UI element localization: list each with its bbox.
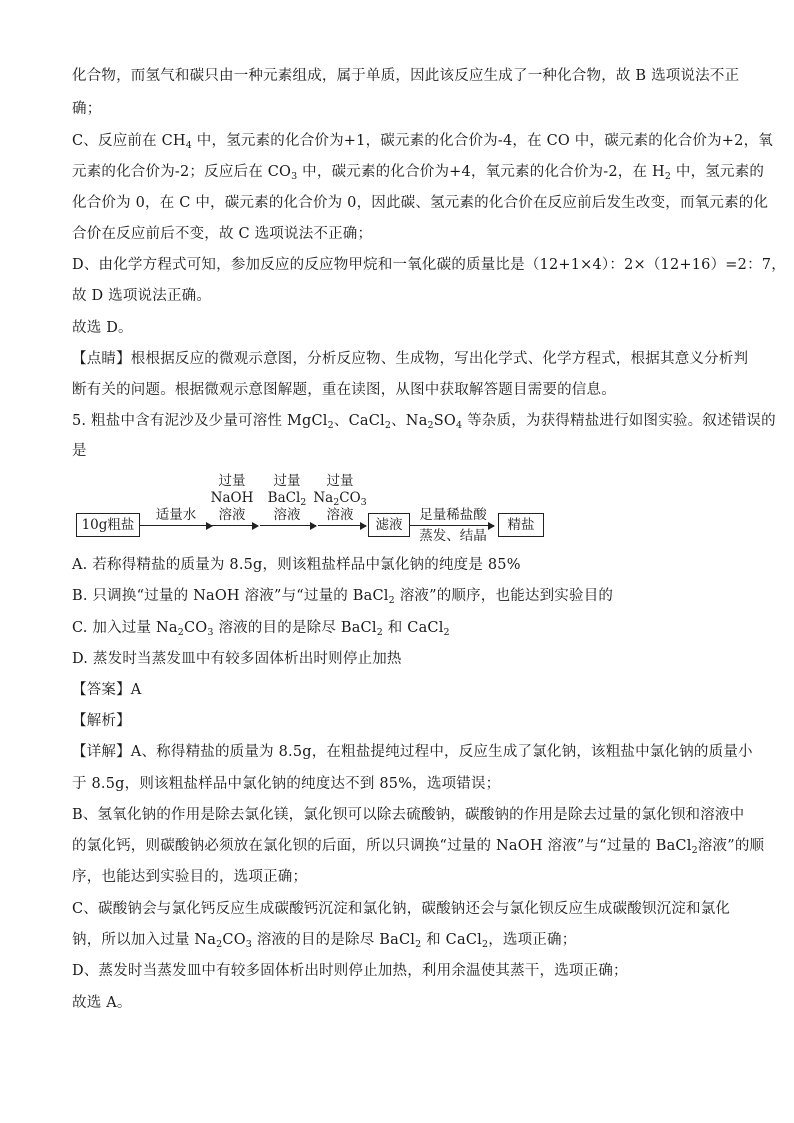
text-span: 和 CaCl: [382, 620, 444, 636]
text-span: 溶液的目的是除尽 BaCl: [213, 620, 377, 636]
text-span: C、反应前在 CH: [72, 133, 186, 149]
text-line: 于 8.5g，则该粗盐样品中氯化钠的纯度达不到 85%，选项错误；: [72, 776, 501, 792]
step-acid-label: 足量稀盐酸: [419, 507, 487, 523]
option-b: [72, 586, 722, 606]
subscript: 3: [291, 171, 298, 182]
text-span: 、Na: [391, 413, 428, 429]
option-d: D. 蒸发时当蒸发皿中有较多固体析出时则停止加热: [72, 651, 402, 667]
step-water-label: 适量水: [155, 507, 197, 523]
text-span: 溶液”的顺序，也能达到实验目的: [394, 588, 614, 604]
text-span: CO: [222, 932, 246, 948]
text-line: [72, 131, 773, 151]
text-line: 【详解】A、称得精盐的质量为 8.5g，在粗盐提纯过程中，反应生成了氯化钠，该粗盐中氯化钠的质量小: [72, 744, 753, 760]
subscript: 2: [384, 420, 392, 431]
text-line: 故选 D。: [72, 320, 133, 336]
reagent-label: 溶液: [326, 507, 354, 523]
crude-salt-box: 10g粗盐: [76, 513, 140, 537]
subscript: 2: [333, 497, 340, 508]
tip-section: 【点睛】根根据反应的微观示意图，分析反应物、生成物，写出化学式、化学方程式，根据其意义分析判: [72, 351, 749, 367]
reagent-label: [257, 490, 317, 506]
text-span: 中，碳元素的化合价为+4，氧元素的化合价为-2，在 H: [297, 164, 665, 180]
text-span: CO: [184, 620, 208, 636]
text-span: 中，氢元素的: [671, 164, 765, 180]
arrow: [318, 525, 366, 526]
subscript: 2: [388, 595, 395, 606]
reagent-label: 过量: [273, 473, 301, 489]
text-span: Na: [313, 490, 334, 506]
text-line: 故 D 选项说法正确。: [72, 288, 212, 304]
option-c: [72, 618, 722, 638]
text-span: 的氯化钙，则碳酸钠必须放在氯化钡的后面，所以只调换“过量的 NaOH 溶液”与“过量的 BaCl: [72, 838, 692, 854]
text-line: 故选 A。: [72, 995, 132, 1011]
subscript: 4: [456, 420, 463, 431]
text-span: 5. 粗盐中含有泥沙及少量可溶性 MgCl: [72, 413, 328, 429]
text-span: CO: [339, 490, 361, 506]
subscript: 2: [664, 171, 672, 182]
reagent-label: 过量: [326, 473, 354, 489]
text-line: 化合价为 0，在 C 中，碳元素的化合价为 0，因此碳、氢元素的化合价在反应前后发生改变，而氧元素的化: [72, 195, 769, 211]
text-span: 元素的化合价为-2；反应后在 CO: [72, 164, 292, 180]
step-evaporate-label: 蒸发、结晶: [419, 528, 487, 544]
text-line: B、氢氧化钠的作用是除去氯化镁，氯化钡可以除去硫酸钠，碳酸钠的作用是除去过量的氯化钡和溶液中: [72, 807, 745, 823]
text-line: 断有关的问题。根据微观示意图解题，重在读图，从图中获取解答题目需要的信息。: [72, 382, 616, 398]
subscript: 3: [245, 939, 253, 950]
answer-label: 【答案】A: [72, 682, 142, 698]
subscript: 2: [691, 845, 698, 856]
question-5: [72, 411, 776, 431]
process-flow-diagram: [72, 470, 712, 545]
subscript: 2: [177, 627, 184, 638]
text-line: 序，也能达到实验目的，选项正确；: [72, 869, 308, 885]
text-span: BaCl: [267, 490, 301, 506]
filtrate-box: 滤液: [368, 513, 410, 537]
text-line: [72, 836, 765, 856]
subscript: 2: [415, 939, 422, 950]
text-line: 确；: [72, 101, 102, 117]
text-span: ，选项正确；: [488, 932, 577, 948]
analysis-label: 【解析】: [72, 713, 131, 729]
reagent-label: 过量: [218, 473, 246, 489]
reagent-label: [310, 490, 370, 506]
arrow: [410, 525, 494, 526]
text-line: 化合物，而氢气和碳只由一种元素组成，属于单质，因此该反应生成了一种化合物，故 B 选项说法不正: [72, 68, 740, 84]
text-span: 钠，所以加入过量 Na: [72, 932, 217, 948]
subscript: 3: [207, 627, 214, 638]
reagent-label: 溶液: [218, 507, 246, 523]
subscript: 2: [216, 939, 223, 950]
text-line: 合价在反应前后不变，故 C 选项说法不正确；: [72, 226, 373, 242]
subscript: 2: [376, 627, 383, 638]
subscript: 2: [481, 939, 489, 950]
text-line: C、碳酸钠会与氯化钙反应生成碳酸钙沉淀和氯化钠，碳酸钠还会与氯化钡反应生成碳酸钡沉淀和氯化: [72, 901, 731, 917]
option-a: A. 若称得精盐的质量为 8.5g，则该粗盐样品中氯化钠的纯度是 85%: [72, 557, 521, 573]
text-line: 是: [72, 443, 87, 459]
text-span: 等杂质，为获得精盐进行如图实验。叙述错误的: [462, 413, 776, 429]
text-line: [72, 930, 722, 950]
text-line: D、蒸发时当蒸发皿中有较多固体析出时则停止加热，利用余温使其蒸干，选项正确；: [72, 963, 628, 979]
text-line: [72, 162, 765, 182]
subscript: 4: [185, 140, 192, 151]
arrow: [202, 525, 258, 526]
reagent-label: 溶液: [273, 507, 301, 523]
text-span: 和 CaCl: [421, 932, 482, 948]
subscript: 2: [300, 497, 307, 508]
subscript: 2: [327, 420, 334, 431]
text-span: 溶液的目的是除尽 BaCl: [252, 932, 416, 948]
subscript: 2: [443, 627, 450, 638]
text-span: 、CaCl: [333, 413, 385, 429]
text-span: 中，氢元素的化合价为+1，碳元素的化合价为-4，在 CO 中，碳元素的化合价为+2，氧: [192, 133, 773, 149]
arrow: [260, 525, 316, 526]
text-span: C. 加入过量 Na: [72, 620, 178, 636]
refined-salt-box: 精盐: [498, 513, 544, 537]
text-span: SO: [433, 413, 457, 429]
subscript: 2: [427, 420, 434, 431]
text-line: D、由化学方程式可知，参加反应的反应物甲烷和一氧化碳的质量比是（12+1×4）：2×（12+16）=2：7，: [72, 257, 786, 273]
text-span: B. 只调换“过量的 NaOH 溶液”与“过量的 BaCl: [72, 588, 389, 604]
reagent-label: NaOH: [210, 490, 254, 506]
text-span: 溶液”的顺: [697, 838, 765, 854]
subscript: 3: [360, 497, 367, 508]
